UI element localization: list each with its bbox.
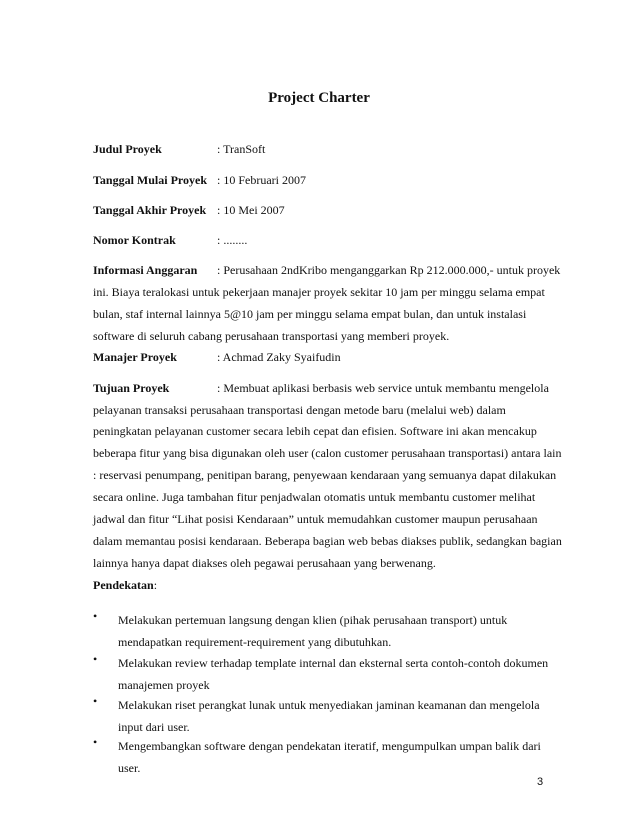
paragraph-line: pelayanan transaksi perusahaan transportasi dengan metode baru (melalui web) dalam (93, 403, 506, 417)
bullet-icon: • (93, 609, 98, 623)
bullet-text: Melakukan pertemuan langsung dengan klien (pihak perusahaan transport) untuk mendapatkan requirement-requirement yang dibutuhkan. (118, 613, 508, 649)
field-value: : 10 Mei 2007 (217, 203, 285, 217)
field-label: Tanggal Akhir Proyek (93, 203, 207, 217)
field-value: : TranSoft (217, 142, 266, 156)
field-value: : 10 Februari 2007 (217, 173, 306, 187)
paragraph-line: dalam memantau posisi kendaraan. Beberapa bagian web bebas diakses publik, sedangkan bagian (93, 534, 562, 548)
section-heading-pendekatan (93, 578, 157, 593)
field-tujuan-proyek (93, 381, 549, 396)
field-informasi-anggaran (93, 263, 560, 278)
bullet-text: Melakukan review terhadap template internal dan eksternal serta contoh-contoh dokumen manajemen proyek (118, 656, 549, 692)
paragraph-line: secara online. Juga tambahan fitur penjadwalan otomatis untuk membantu customer melihat (93, 490, 536, 504)
field-nomor-kontrak (93, 233, 247, 248)
paragraph-line: peningkatan pelayanan customer secara lebih cepat dan efisien. Software ini akan mencakup (93, 424, 537, 438)
paragraph-line: jadwal dan fitur “Lihat posisi Kendaraan” untuk memudahkan customer maupun perusahaan (93, 512, 538, 526)
paragraph-line: lainnya hanya dapat diakses oleh pegawai perusahaan yang berwenang. (93, 556, 436, 570)
section-heading-colon: : (153, 578, 158, 592)
field-value: : Membuat aplikasi berbasis web service untuk membantu mengelola (217, 381, 549, 395)
page-title: Project Charter (268, 90, 370, 106)
field-tanggal-akhir (93, 203, 285, 218)
paragraph-line: beberapa fitur yang bisa digunakan oleh user (calon customer perusahaan transportasi) antara lain (93, 446, 562, 460)
paragraph-line: software di seluruh cabang perusahaan transportasi yang memberi proyek. (93, 329, 450, 343)
field-label: Manajer Proyek (93, 350, 177, 364)
paragraph-line: bulan, staf internal lainnya 5@10 jam per minggu selama empat bulan, dan untuk instalasi (93, 307, 527, 321)
field-value: : Perusahaan 2ndKribo menganggarkan Rp 212.000.000,- untuk proyek (217, 263, 561, 277)
page-number: 3 (537, 776, 544, 788)
bullet-text: Melakukan riset perangkat lunak untuk menyediakan jaminan keamanan dan mengelola input dari user. (118, 698, 540, 734)
section-heading-text: Pendekatan (93, 578, 154, 592)
field-label: Tujuan Proyek (93, 381, 170, 395)
bullet-text: Mengembangkan software dengan pendekatan iteratif, mengumpulkan umpan balik dari user. (118, 739, 541, 775)
field-manajer-proyek (93, 350, 341, 365)
field-label: Nomor Kontrak (93, 233, 176, 247)
field-label: Judul Proyek (93, 142, 162, 156)
field-label: Tanggal Mulai Proyek (93, 173, 208, 187)
bullet-icon: • (93, 694, 98, 708)
paragraph-line: : reservasi penumpang, penitipan barang, penyewaan kendaraan yang semuanya dapat dilakukan (93, 468, 557, 482)
field-tanggal-mulai (93, 173, 306, 188)
field-judul-proyek (93, 142, 265, 157)
field-value: : Achmad Zaky Syaifudin (217, 350, 341, 364)
bullet-icon: • (93, 652, 98, 666)
field-value: : ........ (217, 233, 248, 247)
bullet-icon: • (93, 735, 98, 749)
paragraph-line: ini. Biaya teralokasi untuk pekerjaan manajer proyek sekitar 10 jam per minggu selama empat (93, 285, 545, 299)
field-label: Informasi Anggaran (93, 263, 198, 277)
